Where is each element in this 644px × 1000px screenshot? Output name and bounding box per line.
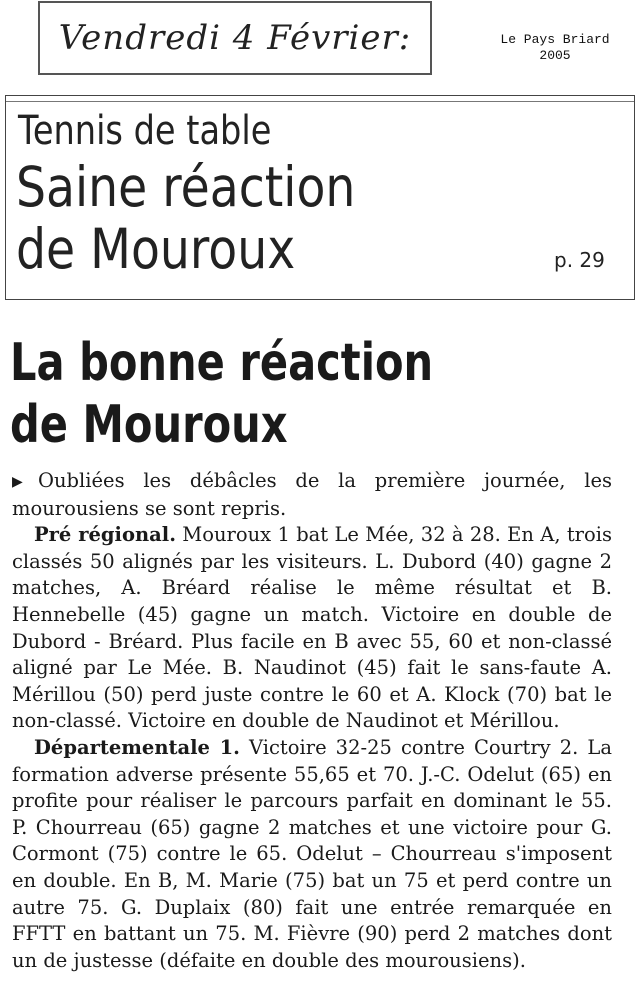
article-title-line1: La bonne réaction	[10, 333, 434, 393]
boxed-headline	[16, 156, 355, 280]
lead-text: Oubliées les débâcles de la première journée, les mourousiens se sont repris.	[12, 469, 612, 520]
paragraph-label: Pré régional.	[34, 523, 176, 547]
lead-paragraph	[12, 468, 612, 522]
date-text: Vendredi 4 Février:	[58, 18, 412, 58]
newspaper-source	[470, 32, 640, 64]
article-title-line2: de Mouroux	[10, 395, 288, 455]
paragraph-pre-regional	[12, 522, 612, 735]
page-reference: p. 29	[554, 248, 605, 272]
article-title	[10, 332, 433, 456]
section-kicker: Tennis de table	[18, 108, 272, 154]
boxed-headline-line1: Saine réaction	[16, 155, 356, 219]
inner-rule	[6, 101, 634, 102]
article-body	[12, 468, 612, 974]
boxed-headline-panel	[5, 95, 635, 300]
source-year: 2005	[539, 48, 571, 63]
paragraph-departementale	[12, 735, 612, 974]
paragraph-text: Mouroux 1 bat Le Mée, 32 à 28. En A, trois classés 50 alignés par les visiteurs. L. Dubord (40) gagne 2 matches, A. Bréard réalise le même résultat et B. Hennebelle (45) gagne un match. Victoire en double de Dubord - Bréard. Plus facile en B avec 55, 60 et non-classé aligné par Le Mée. B. Naudinot (45) fait le sans-faute A. Mérillou (50) perd juste contre le 60 et A. Klock (70) bat le non-classé. Victoire en double de Naudinot et Mérillou.	[12, 523, 612, 733]
paragraph-label: Départementale 1.	[34, 735, 240, 759]
paragraph-text: Victoire 32-25 contre Courtry 2. La formation adverse présente 55,65 et 70. J.-C. Odelut (65) en profite pour réaliser le parcours parfait en dominant le 55. P. Chourreau (65) gagne 2 matches et une victoire pour G. Cormont (75) contre le 65. Odelut – Chourreau s'imposent en double. En B, M. Marie (75) bat un 75 et perd contre un autre 75. G. Duplaix (80) fait une entrée remarquée en FFTT en battant un 75. M. Fièvre (90) perd 2 matches dont un de justesse (défaite en double des mourousiens).	[12, 735, 612, 972]
source-name: Le Pays Briard	[500, 32, 610, 47]
boxed-headline-line2: de Mouroux	[16, 217, 296, 281]
date-box	[38, 1, 432, 75]
arrow-icon: ▶	[12, 474, 23, 490]
